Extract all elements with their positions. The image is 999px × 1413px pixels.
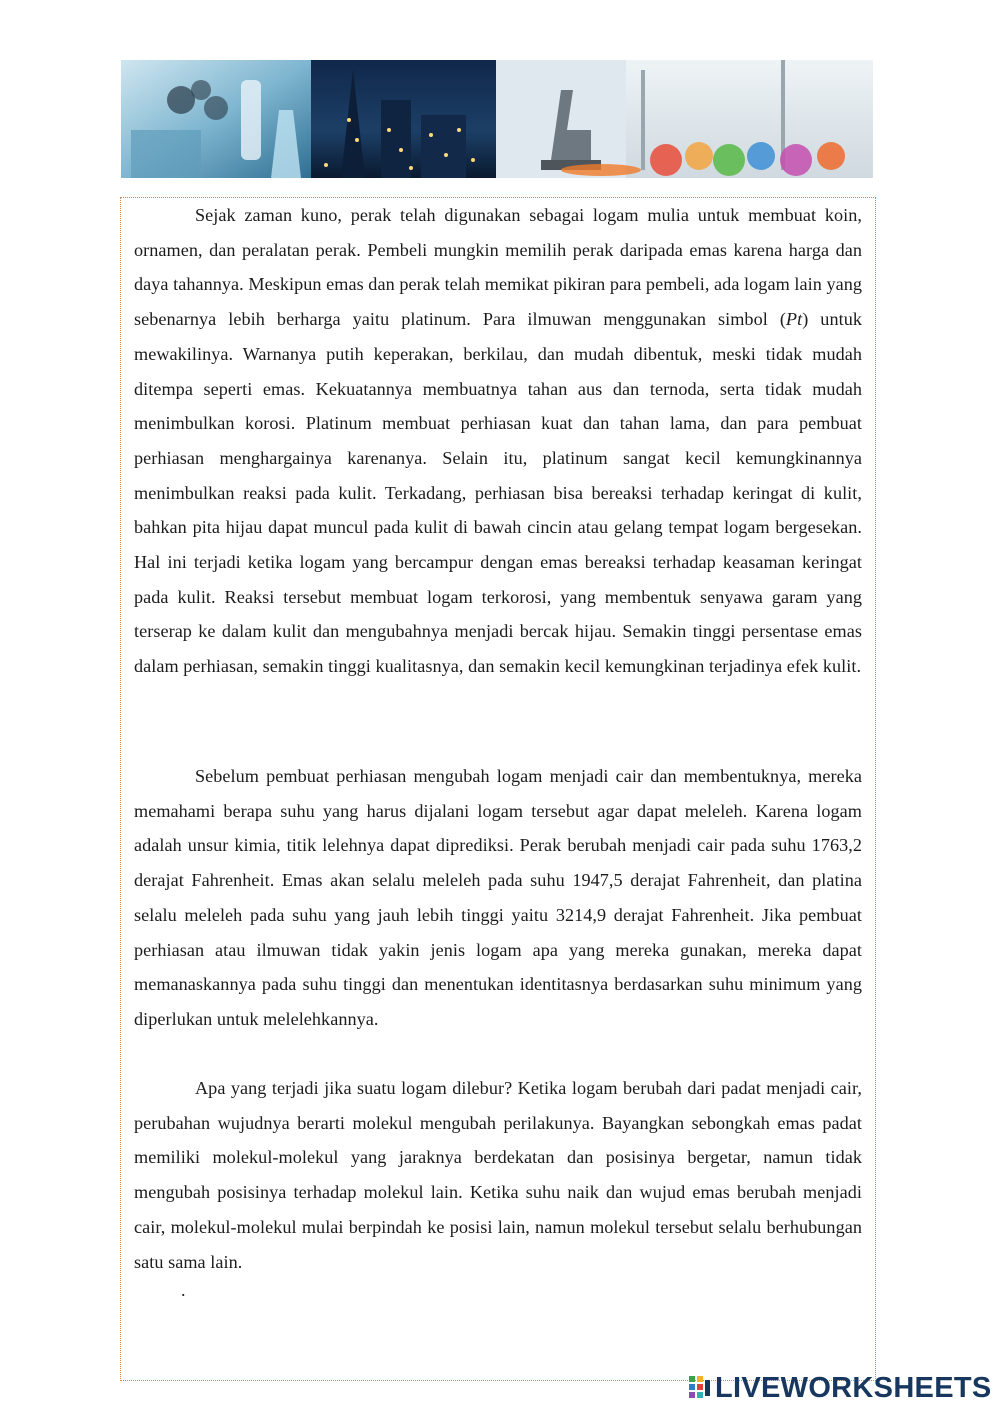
paragraph-2: Sebelum pembuat perhiasan mengubah logam menjadi cair dan membentuknya, mereka memahami berapa suhu yang harus dijalani logam tersebut agar dapat meleleh. Karena logam adalah unsur kimia, titik lelehnya dapat diprediksi. Perak berubah menjadi cair pada suhu 1763,2 derajat Fahrenheit. Emas akan selalu meleleh pada suhu 1947,5 derajat Fahrenheit, dan platina selalu meleleh pada suhu yang jauh lebih tinggi yaitu 3214,9 derajat Fahrenheit. Jika pembuat perhiasan atau ilmuwan tidak yakin jenis logam apa yang mereka gunakan, mereka dapat memanaskannya pada suhu tinggi dan menentukan identitasnya berdasarkan suhu minimum yang diperlukan untuk melelehkannya. [134,766,862,1029]
reading-text-box [120,197,876,1381]
stray-mark: . [181,1280,186,1300]
paragraph-3: Apa yang terjadi jika suatu logam dilebur? Ketika logam berubah dari padat menjadi cair, perubahan wujudnya berarti molekul mengubah perilakunya. Bayangkan sebongkah emas padat memiliki molekul-molekul yang jaraknya berdekatan dan posisinya bergetar, namun tidak mengubah posisinya terhadap molekul lain. Ketika suhu naik dan wujud emas berubah menjadi cair, molekul-molekul mulai berpindah ke posisi lain, namun molekul tersebut selalu berhubungan satu sama lain. [134,1078,862,1272]
watermark-text: LIVEWORKSHEETS [715,1372,992,1404]
platinum-symbol: Pt [785,309,803,330]
paragraph-1: Sejak zaman kuno, perak telah digunakan sebagai logam mulia untuk membuat koin, ornamen, dan peralatan perak. Pembeli mungkin memilih perak daripada emas karena harga dan daya tahannya. Meskipun emas dan perak telah memikat pikiran para pembeli, ada logam lain yang sebenarnya lebih berharga yaitu platinum. Para ilmuwan menggunakan simbol (Pt) untuk mewakilinya. Warnanya putih keperakan, berkilau, dan mudah dibentuk, meski tidak mudah ditempa seperti emas. Kekuatannya membuatnya tahan aus dan ternoda, serta tidak mudah menimbulkan korosi. Platinum membuat perhiasan kuat dan tahan lama, dan para pembuat perhiasan menghargainya karenanya. Selain itu, platinum sangat kecil kemungkinannya menimbulkan reaksi pada kulit. Terkadang, perhiasan bisa bereaksi terhadap keringat di kulit, bahkan pita hijau dapat muncul pada kulit di bawah cincin atau gelang tempat logam bergesekan. Hal ini terjadi ketika logam yang bercampur dengan emas bereaksi terhadap keasaman keringat pada kulit. Reaksi tersebut membuat logam terkorosi, yang membentuk senyawa garam yang terserap ke dalam kulit dan mengubahnya menjadi bercak hijau. Semakin tinggi persentase emas dalam perhiasan, semakin tinggi kualitasnya, dan semakin kecil kemungkinan terjadinya efek kulit. [134,205,862,677]
liveworksheets-watermark [689,1370,992,1406]
header-banner [121,60,873,178]
lab-banner-image [121,60,873,178]
liveworksheets-logo-icon [689,1376,711,1400]
